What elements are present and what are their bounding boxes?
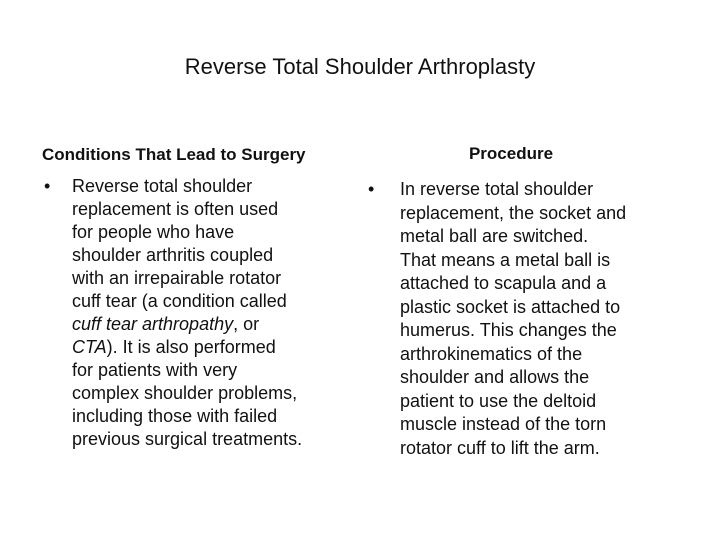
text-line: with an irrepairable rotator	[72, 268, 282, 288]
slide-title: Reverse Total Shoulder Arthroplasty	[184, 54, 536, 79]
text-line: attached to scapula and a	[400, 273, 607, 293]
text-line: That means a metal ball is	[400, 249, 611, 270]
text-line: humerus. This changes the	[400, 320, 617, 340]
text-line: previous surgical treatments.	[72, 429, 303, 449]
conditions-text	[72, 175, 362, 451]
text-line: cuff tear (a condition called	[72, 291, 287, 311]
text-fragment: ). It is also performed	[106, 337, 276, 357]
text-fragment: , or	[233, 314, 260, 334]
procedure-text	[400, 178, 688, 460]
text-line: plastic socket is attached to	[400, 296, 621, 317]
procedure-heading: Procedure	[468, 144, 554, 163]
text-line: patient to use the deltoid	[400, 390, 597, 411]
procedure-bullet	[368, 178, 688, 460]
text-line: for patients with very	[72, 360, 238, 380]
text-line: including those with failed	[72, 406, 278, 426]
text-line: Reverse total shoulder	[72, 176, 253, 196]
italic-term: cuff tear arthropathy	[72, 314, 234, 334]
text-line	[72, 313, 362, 336]
text-line: replacement, the socket and	[400, 202, 627, 223]
text-line: In reverse total shoulder	[400, 179, 594, 199]
text-line: replacement is often used	[72, 199, 279, 219]
text-line: for people who have	[72, 222, 235, 242]
text-line: shoulder and allows the	[400, 367, 590, 387]
conditions-bullet	[42, 175, 362, 451]
text-line: arthrokinematics of the	[400, 343, 583, 364]
bullet-dot-icon: •	[368, 179, 375, 199]
text-line: shoulder arthritis coupled	[72, 245, 274, 265]
italic-term: CTA	[72, 337, 107, 357]
bullet-dot-icon: •	[44, 176, 51, 196]
text-line: metal ball are switched.	[400, 226, 589, 246]
text-line: muscle instead of the torn	[400, 414, 607, 434]
text-line: rotator cuff to lift the arm.	[400, 437, 600, 458]
text-line: complex shoulder problems,	[72, 383, 298, 403]
conditions-heading: Conditions That Lead to Surgery	[42, 145, 306, 164]
text-line	[72, 336, 362, 359]
